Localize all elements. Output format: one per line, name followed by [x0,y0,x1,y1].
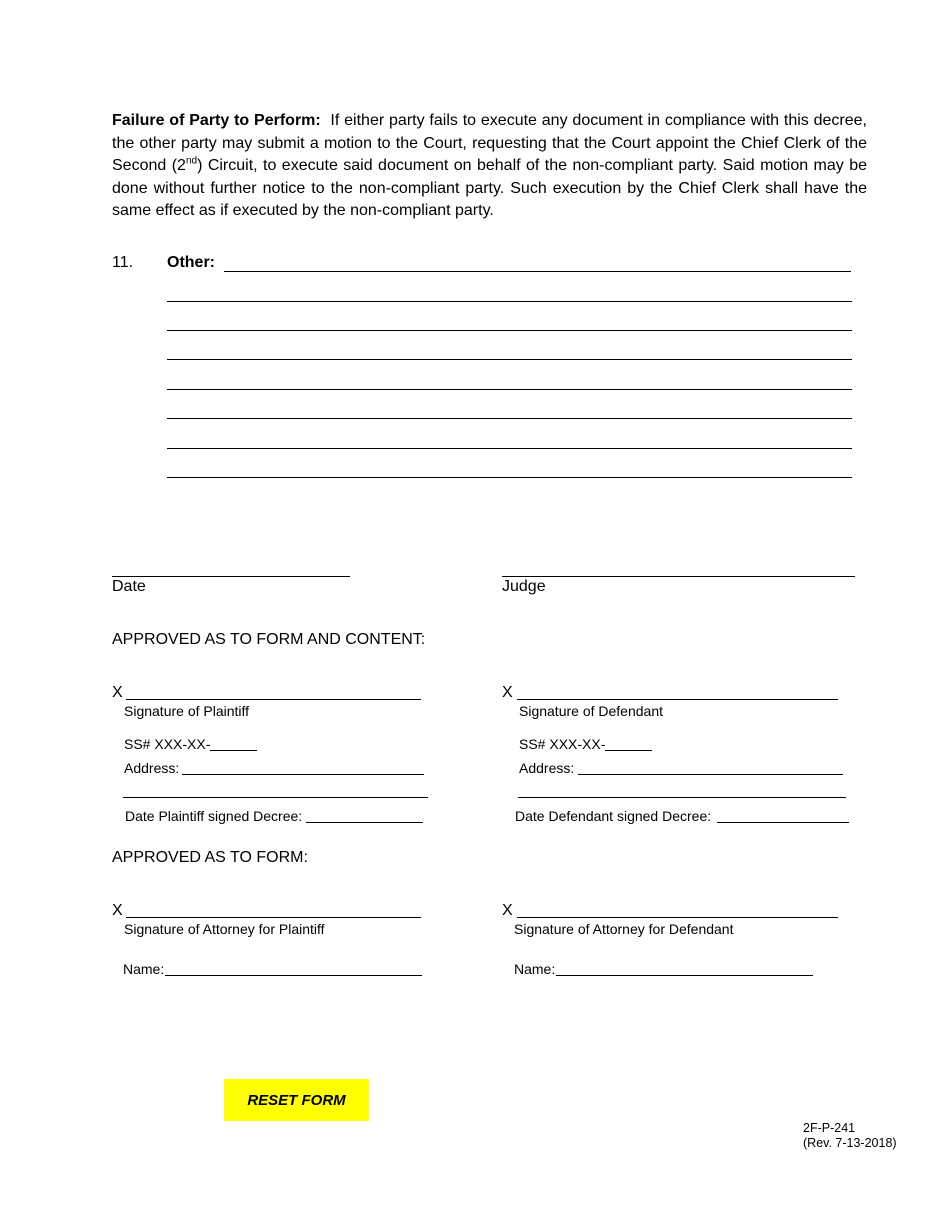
reset-form-button[interactable]: RESET FORM [224,1079,369,1121]
failure-text-cont: ) Circuit, to execute said document on behalf of the non-compliant party. Said motion may be done without further notice to the non-compliant party. Such execution by the Chief Clerk shall have the same effect as if executed by the non-compliant party. [112,157,868,219]
other-line-2[interactable] [167,301,852,302]
plaintiff-attorney-name-field[interactable] [165,975,422,976]
plaintiff-address-line-2[interactable] [123,797,428,798]
failure-heading: Failure of Party to Perform: [112,112,321,129]
form-number-block [803,1121,897,1151]
defendant-attorney-x-mark: X [502,902,513,919]
defendant-x-mark: X [502,684,513,701]
other-line-5[interactable] [167,389,852,390]
approved-form-content-heading: APPROVED AS TO FORM AND CONTENT: [112,631,426,648]
plaintiff-date-signed-label: Date Plaintiff signed Decree: [125,808,303,824]
defendant-attorney-name-label: Name: [514,961,556,977]
date-line[interactable] [112,576,350,577]
other-line-6[interactable] [167,418,852,419]
judge-label: Judge [502,578,546,595]
date-label: Date [112,578,146,595]
plaintiff-ss-field[interactable] [210,750,257,751]
other-line-3[interactable] [167,330,852,331]
plaintiff-attorney-signature-label: Signature of Attorney for Plaintiff [124,921,325,937]
defendant-address-line-2[interactable] [518,797,846,798]
plaintiff-signature-line[interactable] [126,699,421,700]
defendant-date-signed-field[interactable] [717,822,849,823]
failure-sup: nd [185,155,198,167]
plaintiff-attorney-x-mark: X [112,902,123,919]
other-line-7[interactable] [167,448,852,449]
plaintiff-date-signed-field[interactable] [306,822,423,823]
defendant-attorney-signature-line[interactable] [517,917,838,918]
defendant-signature-label: Signature of Defendant [519,703,663,719]
defendant-attorney-signature-label: Signature of Attorney for Defendant [514,921,734,937]
other-label: Other: [167,254,215,271]
defendant-address-line-1[interactable] [578,774,843,775]
defendant-date-signed-label: Date Defendant signed Decree: [515,808,712,824]
approved-form-heading: APPROVED AS TO FORM: [112,849,308,866]
failure-to-perform-paragraph [112,110,867,223]
plaintiff-attorney-name-label: Name: [123,961,165,977]
plaintiff-ss-label: SS# XXX-XX- [124,736,211,752]
form-revision: (Rev. 7-13-2018) [803,1136,897,1150]
other-line-8[interactable] [167,477,852,478]
plaintiff-address-label: Address: [124,760,180,776]
plaintiff-x-mark: X [112,684,123,701]
other-number: 11. [112,254,134,271]
defendant-ss-label: SS# XXX-XX- [519,736,606,752]
form-number: 2F-P-241 [803,1121,856,1135]
plaintiff-attorney-signature-line[interactable] [126,917,421,918]
defendant-signature-line[interactable] [517,699,838,700]
defendant-ss-field[interactable] [605,750,652,751]
defendant-attorney-name-field[interactable] [556,975,813,976]
failure-text: If either party fails to execute any document in compliance with this decree, the other party may submit a motion to the Court, requesting that the Court appoint the Chief Clerk of the Second (2 [112,112,867,174]
plaintiff-address-line-1[interactable] [182,774,424,775]
other-line-4[interactable] [167,359,852,360]
judge-signature-line[interactable] [502,576,855,577]
plaintiff-signature-label: Signature of Plaintiff [124,703,250,719]
other-line-1[interactable] [224,271,851,272]
defendant-address-label: Address: [519,760,575,776]
